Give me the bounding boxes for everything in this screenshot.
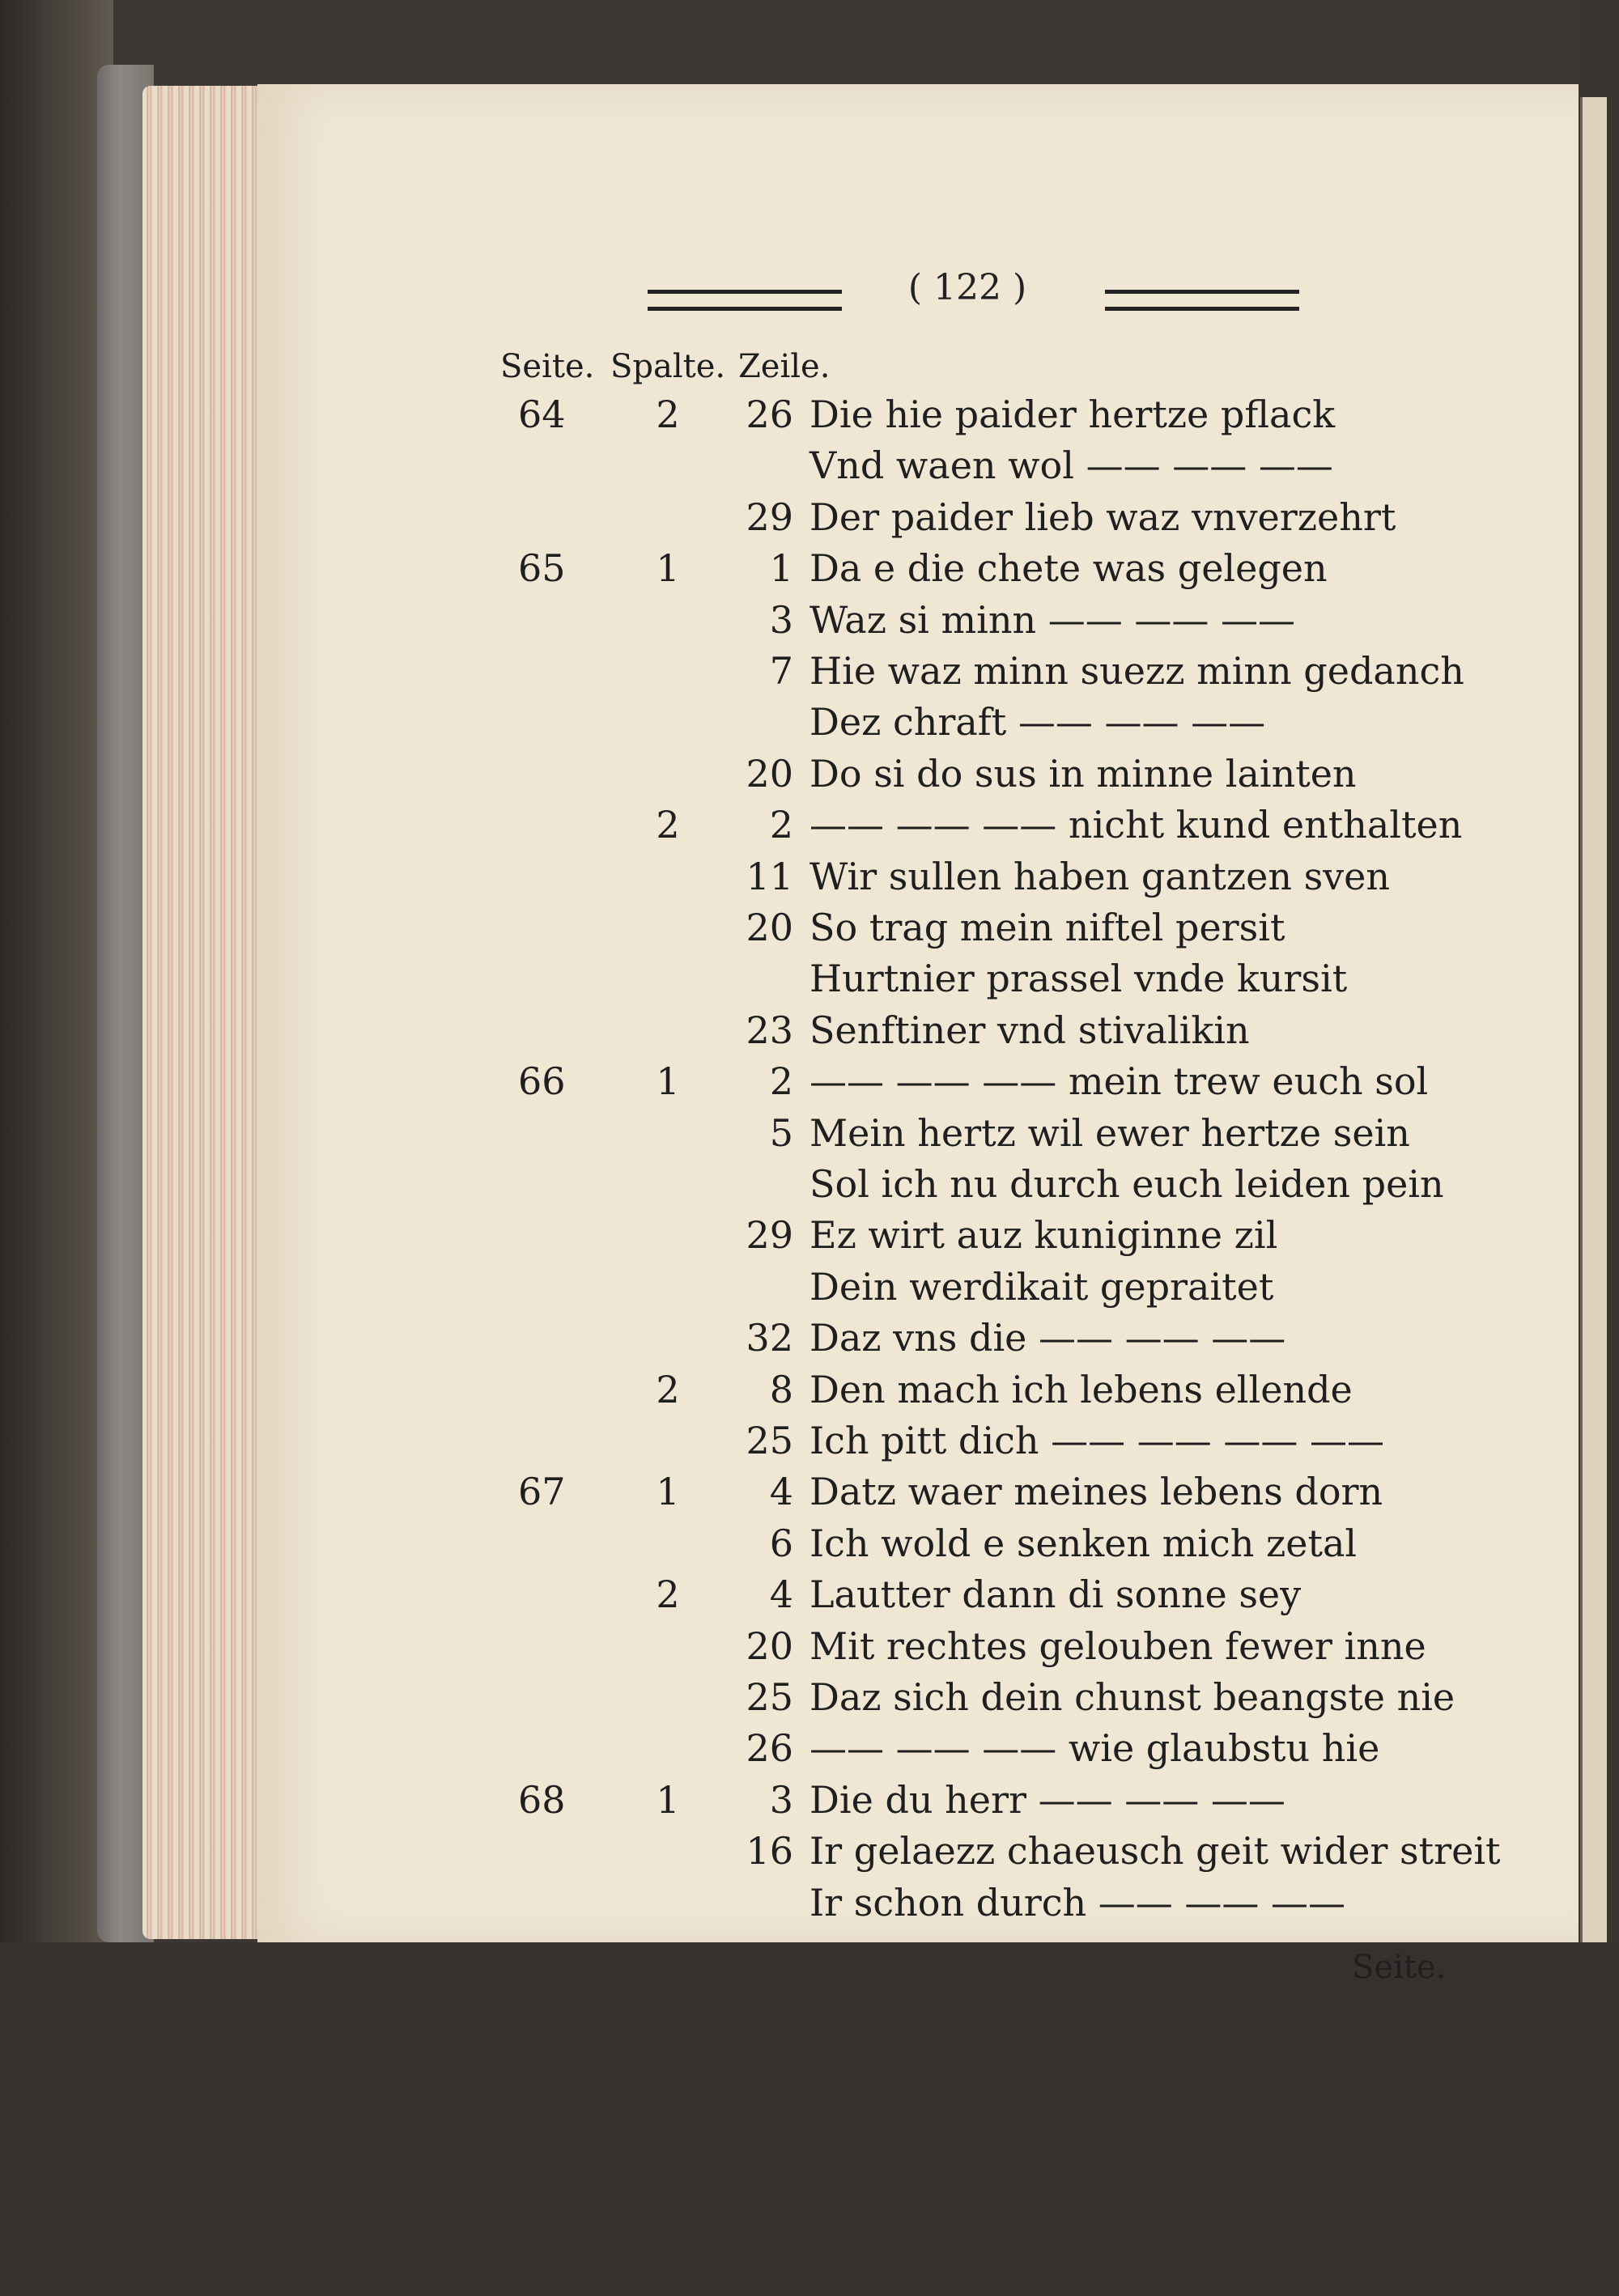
entry-seite [518,906,607,953]
entry-zeile: 20 [746,906,793,949]
entry-seite [518,1572,607,1619]
entry-text: Hie waz minn suezz minn gedanch [810,649,1464,693]
entry-text: Senftiner vnd stivalikin [810,1008,1250,1052]
entry-spalte [631,1624,704,1671]
scan-background-bottom [0,1942,1619,2296]
entry-seite [518,1881,607,1928]
catchword: Seite. [1352,1949,1447,1986]
entry-zeile: 6 [769,1521,793,1565]
entry-spalte [631,1829,704,1876]
entry-text: Die du herr —— —— —— [810,1777,1285,1822]
entry-text: —— —— —— mein trew euch sol [810,1059,1429,1104]
entry-zeile [729,700,793,747]
entry-seite [518,1213,607,1260]
entry-text: Sol ich nu durch euch leiden pein [810,1162,1444,1206]
entry-text: Die hie paider hertze pflack [810,393,1336,436]
entry-text: Datz waer meines lebens dorn [810,1470,1383,1514]
entry-spalte: 1 [656,1470,680,1514]
entry-spalte [631,1162,704,1209]
entry-zeile: 3 [769,597,793,642]
entry-spalte [631,855,704,902]
entry-text: Der paider lieb waz vnverzehrt [810,494,1396,539]
entry-text: Ir gelaezz chaeusch geit wider streit [810,1829,1501,1874]
entry-zeile: 20 [746,1623,793,1668]
entry-zeile: 29 [746,494,793,539]
entry-seite [518,1624,607,1671]
entry-text: —— —— —— nicht kund enthalten [810,803,1463,847]
entry-zeile: 8 [769,1367,793,1411]
entry-seite [518,1419,607,1466]
entry-seite: 67 [518,1470,566,1514]
entry-zeile: 25 [746,1675,793,1719]
entry-text: Ich wold e senken mich zetal [810,1521,1358,1565]
entry-text: Waz si minn —— —— —— [810,597,1295,642]
entry-spalte [631,1419,704,1466]
entry-text: Mein hertz wil ewer hertze sein [810,1110,1410,1155]
entry-text: Ich pitt dich —— —— —— —— [810,1419,1384,1462]
entry-zeile: 16 [746,1829,793,1874]
entry-seite: 64 [518,393,566,436]
entry-text: Ez wirt auz kuniginne zil [810,1213,1278,1258]
entry-seite [518,1368,607,1415]
column-header-seite: Seite. [500,348,595,385]
entry-seite [518,700,607,747]
entry-spalte [631,1111,704,1158]
entry-text: Da e die chete was gelegen [810,546,1328,591]
entry-spalte [631,1675,704,1722]
entry-seite [518,855,607,902]
entry-zeile [729,1881,793,1928]
entry-zeile: 29 [746,1213,793,1258]
entry-zeile [729,1265,793,1312]
entry-spalte [631,1265,704,1312]
entry-text: Hurtnier prassel vnde kursit [810,957,1348,1001]
entry-zeile [729,957,793,1004]
entry-seite [518,957,607,1004]
entry-zeile: 2 [769,803,793,847]
entry-seite [518,1265,607,1312]
running-head [648,267,1174,324]
entry-seite [518,649,607,696]
page-number: ( 122 ) [907,267,1027,308]
entry-zeile: 32 [746,1316,793,1360]
entry-text: Lautter dann di sonne sey [810,1572,1302,1617]
entry-zeile: 26 [746,1726,793,1771]
entry-zeile: 4 [769,1470,793,1514]
entry-spalte [631,1316,704,1363]
entry-seite [518,1521,607,1568]
entry-text: Mit rechtes gelouben fewer inne [810,1623,1426,1668]
entry-seite [518,1316,607,1363]
entry-seite [518,1675,607,1722]
page-edges-stack [142,86,264,1939]
entry-spalte [631,1213,704,1260]
entry-seite: 65 [518,546,566,591]
entry-seite [518,1726,607,1773]
decorative-rule-left [648,290,842,311]
entry-zeile: 11 [746,854,793,898]
entry-text: Vnd waen wol —— —— —— [810,443,1333,488]
entry-text: Den mach ich lebens ellende [810,1367,1353,1411]
entry-text: So trag mein niftel persit [810,906,1285,949]
entry-seite [518,752,607,799]
entry-zeile: 3 [769,1777,793,1822]
entry-seite [518,1829,607,1876]
entry-text: Wir sullen haben gantzen sven [810,854,1391,898]
entry-seite: 68 [518,1777,566,1822]
entry-seite: 66 [518,1059,566,1104]
entry-spalte: 1 [656,546,680,591]
entry-zeile: 4 [769,1572,793,1617]
entry-seite [518,443,607,490]
entry-spalte: 1 [656,1777,680,1822]
entry-spalte: 2 [656,803,680,847]
entry-zeile: 2 [769,1059,793,1104]
entry-spalte [631,700,704,747]
entry-seite [518,598,607,645]
entry-spalte: 2 [656,393,680,436]
entry-zeile [729,1162,793,1209]
entry-text: Daz vns die —— —— —— [810,1316,1286,1360]
entry-spalte: 1 [656,1059,680,1104]
entry-seite [518,1162,607,1209]
entry-text: Dez chraft —— —— —— [810,700,1266,745]
entry-text: Dein werdikait gepraitet [810,1264,1274,1309]
column-header-spalte: Spalte. [610,348,726,385]
entry-seite [518,1008,607,1055]
entry-spalte [631,752,704,799]
entry-spalte [631,495,704,542]
entry-zeile: 5 [769,1110,793,1155]
facing-page-edge [1580,97,1607,1942]
entry-zeile: 23 [746,1008,793,1052]
entry-spalte [631,598,704,645]
entry-spalte [631,906,704,953]
entry-zeile: 25 [746,1419,793,1462]
entry-zeile [729,443,793,490]
entry-zeile: 7 [769,649,793,693]
column-header-zeile: Zeile. [738,348,831,385]
entry-zeile: 26 [746,393,793,436]
entry-text: —— —— —— wie glaubstu hie [810,1726,1380,1771]
entry-spalte [631,443,704,490]
entry-seite [518,1111,607,1158]
entry-spalte: 2 [656,1367,680,1411]
entry-spalte [631,1008,704,1055]
entry-spalte [631,649,704,696]
entry-seite [518,495,607,542]
entry-seite [518,803,607,850]
entry-spalte: 2 [656,1572,680,1617]
entry-spalte [631,957,704,1004]
entry-spalte [631,1521,704,1568]
entry-text: Do si do sus in minne lainten [810,751,1357,796]
entry-text: Ir schon durch —— —— —— [810,1880,1346,1925]
entry-spalte [631,1881,704,1928]
entry-text: Daz sich dein chunst beangste nie [810,1675,1455,1719]
decorative-rule-right [1105,290,1299,311]
entry-zeile: 1 [769,546,793,591]
entry-zeile: 20 [746,751,793,796]
entry-spalte [631,1726,704,1773]
